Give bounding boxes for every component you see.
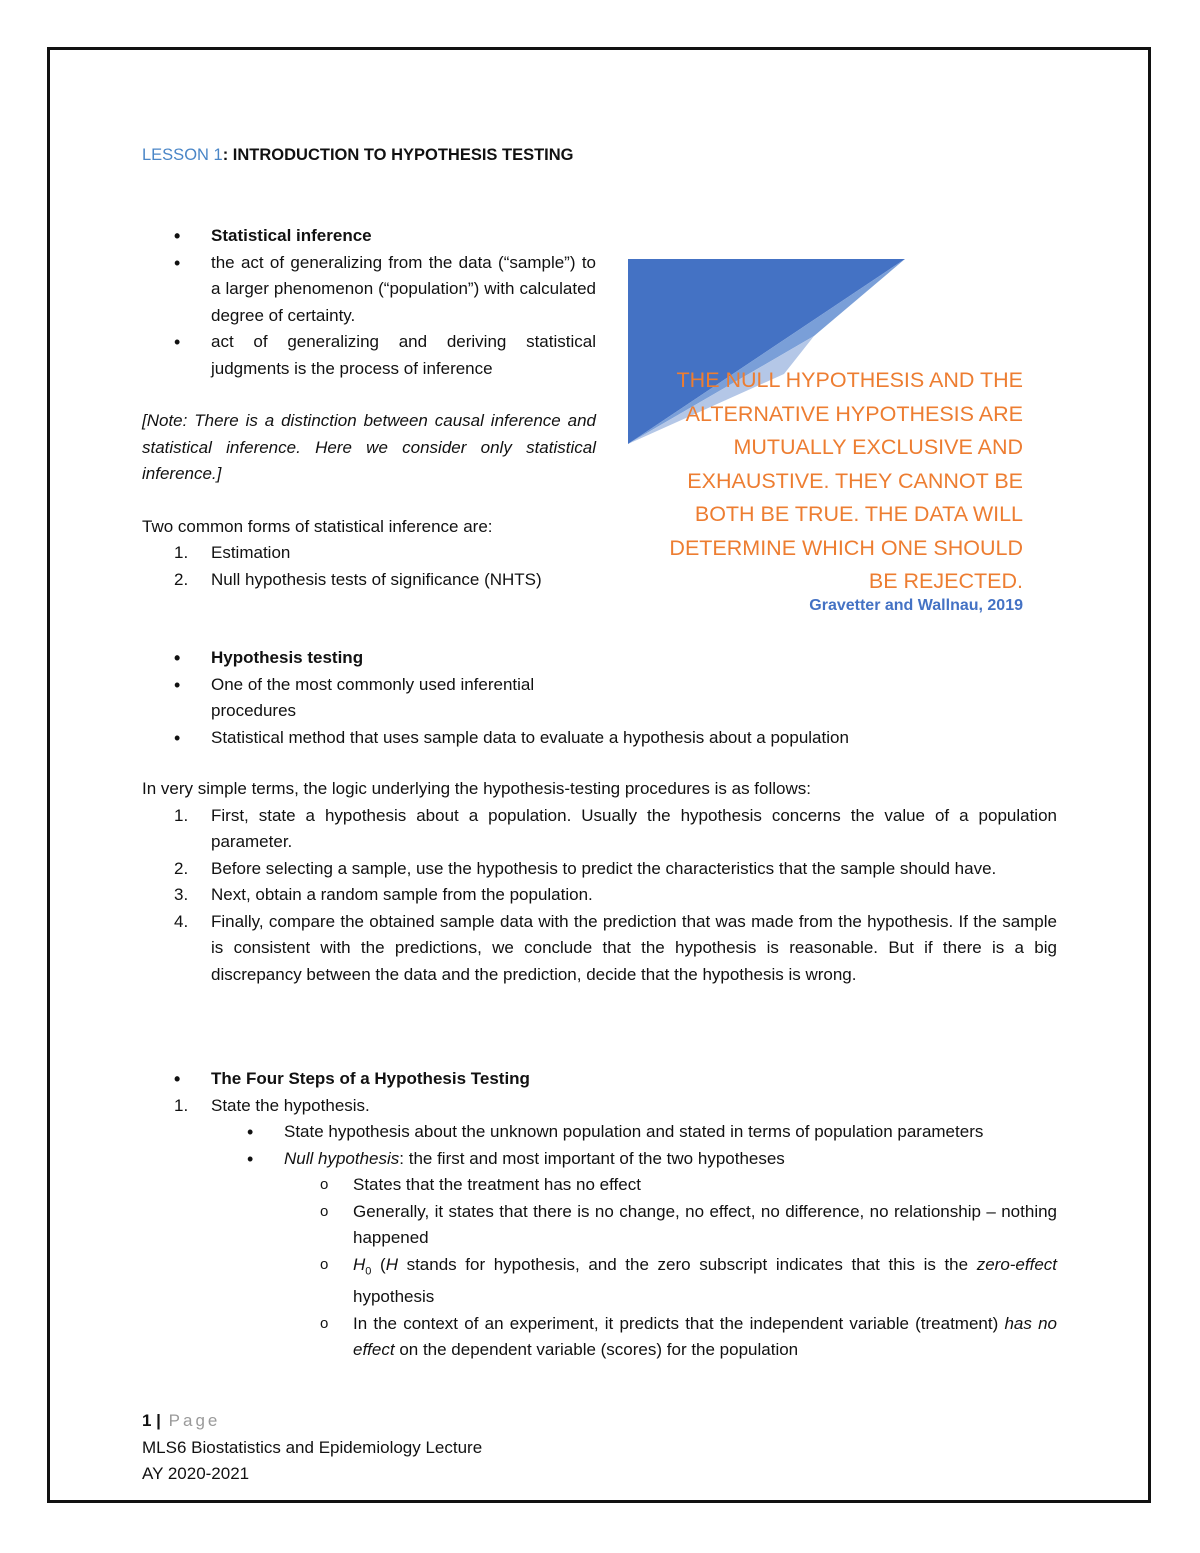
list-item: 1. State the hypothesis. (174, 1095, 370, 1115)
forms-intro: Two common forms of statistical inference are: (142, 516, 493, 536)
logic-intro: In very simple terms, the logic underlying the hypothesis-testing procedures is as follows: (142, 779, 811, 798)
inference-def-2: • act of generalizing and deriving statistical judgments is the process of inference (142, 329, 596, 382)
inference-heading: • Statistical inference (142, 223, 596, 250)
list-item: 2. Null hypothesis tests of significance (NHTS) (174, 569, 542, 589)
list-item: 1. Estimation (174, 543, 291, 562)
step1-sub-2: • Null hypothesis: the first and most important of the two hypotheses (142, 1146, 1057, 1173)
null-point-4: o In the context of an experiment, it predicts that the independent variable (treatment) has no effect on the dependent variable (scores) for the population (142, 1311, 1057, 1364)
inference-section (142, 223, 596, 593)
hypothesis-testing-heading: • Hypothesis testing (142, 645, 1060, 672)
hypothesis-testing-b2: • Statistical method that uses sample data to evaluate a hypothesis about a population (142, 725, 1060, 752)
inference-note: [Note: There is a distinction between causal inference and statistical inference. Here we consider only statistical inference.] (142, 411, 596, 483)
null-point-2: o Generally, it states that there is no change, no effect, no difference, no relationship – nothing happened (142, 1199, 1057, 1252)
pull-quote: THE NULL HYPOTHESIS AND THE ALTERNATIVE HYPOTHESIS ARE MUTUALLY EXCLUSIVE AND EXHAUSTIVE. THEY CANNOT BE BOTH BE TRUE. THE DATA WILL DETERMINE WHICH ONE SHOULD BE REJECTED. (669, 368, 1023, 593)
four-steps-heading: • The Four Steps of a Hypothesis Testing (142, 1066, 1057, 1093)
list-item: 3. Next, obtain a random sample from the population. (174, 885, 593, 904)
four-steps-section (142, 1066, 1057, 1364)
list-item: 1. First, state a hypothesis about a population. Usually the hypothesis concerns the value of a population parameter. (174, 805, 1057, 851)
lesson-title (142, 146, 574, 165)
page-number: 1 | Page (142, 1411, 221, 1430)
hypothesis-testing-b1: • One of the most commonly used inferential procedures (142, 672, 596, 725)
forms-list (142, 540, 596, 593)
quote-citation: Gravetter and Wallnau, 2019 (809, 597, 1023, 614)
list-item: 2. Before selecting a sample, use the hypothesis to predict the characteristics that the sample should have. (174, 858, 997, 878)
lesson-title-text: : INTRODUCTION TO HYPOTHESIS TESTING (222, 146, 574, 164)
logic-section (142, 776, 1057, 988)
step1-sub-1: • State hypothesis about the unknown population and stated in terms of population parameters (142, 1119, 1057, 1146)
null-point-3: o $H_0$ (H stands for hypothesis, and the zero subscript indicates that this is the zero-effect hypothesis (142, 1252, 1057, 1311)
lesson-label: LESSON 1 (142, 146, 223, 164)
course-name: MLS6 Biostatistics and Epidemiology Lecture (142, 1437, 483, 1457)
inference-def-1: • the act of generalizing from the data (“sample”) to a larger phenomenon (“population”) with calculated degree of certainty. (142, 250, 596, 330)
hypothesis-testing-section (142, 645, 1060, 751)
page-footer (142, 1408, 482, 1488)
null-point-1: o States that the treatment has no effect (142, 1172, 1057, 1199)
list-item: 4. Finally, compare the obtained sample data with the prediction that was made from the hypothesis. If the sample is consistent with the predictions, we conclude that the hypothesis is reasonable. But if there is a big discrepancy between the data and the prediction, decide that the hypothesis is wrong. (174, 911, 1057, 984)
academic-year: AY 2020-2021 (142, 1464, 250, 1483)
